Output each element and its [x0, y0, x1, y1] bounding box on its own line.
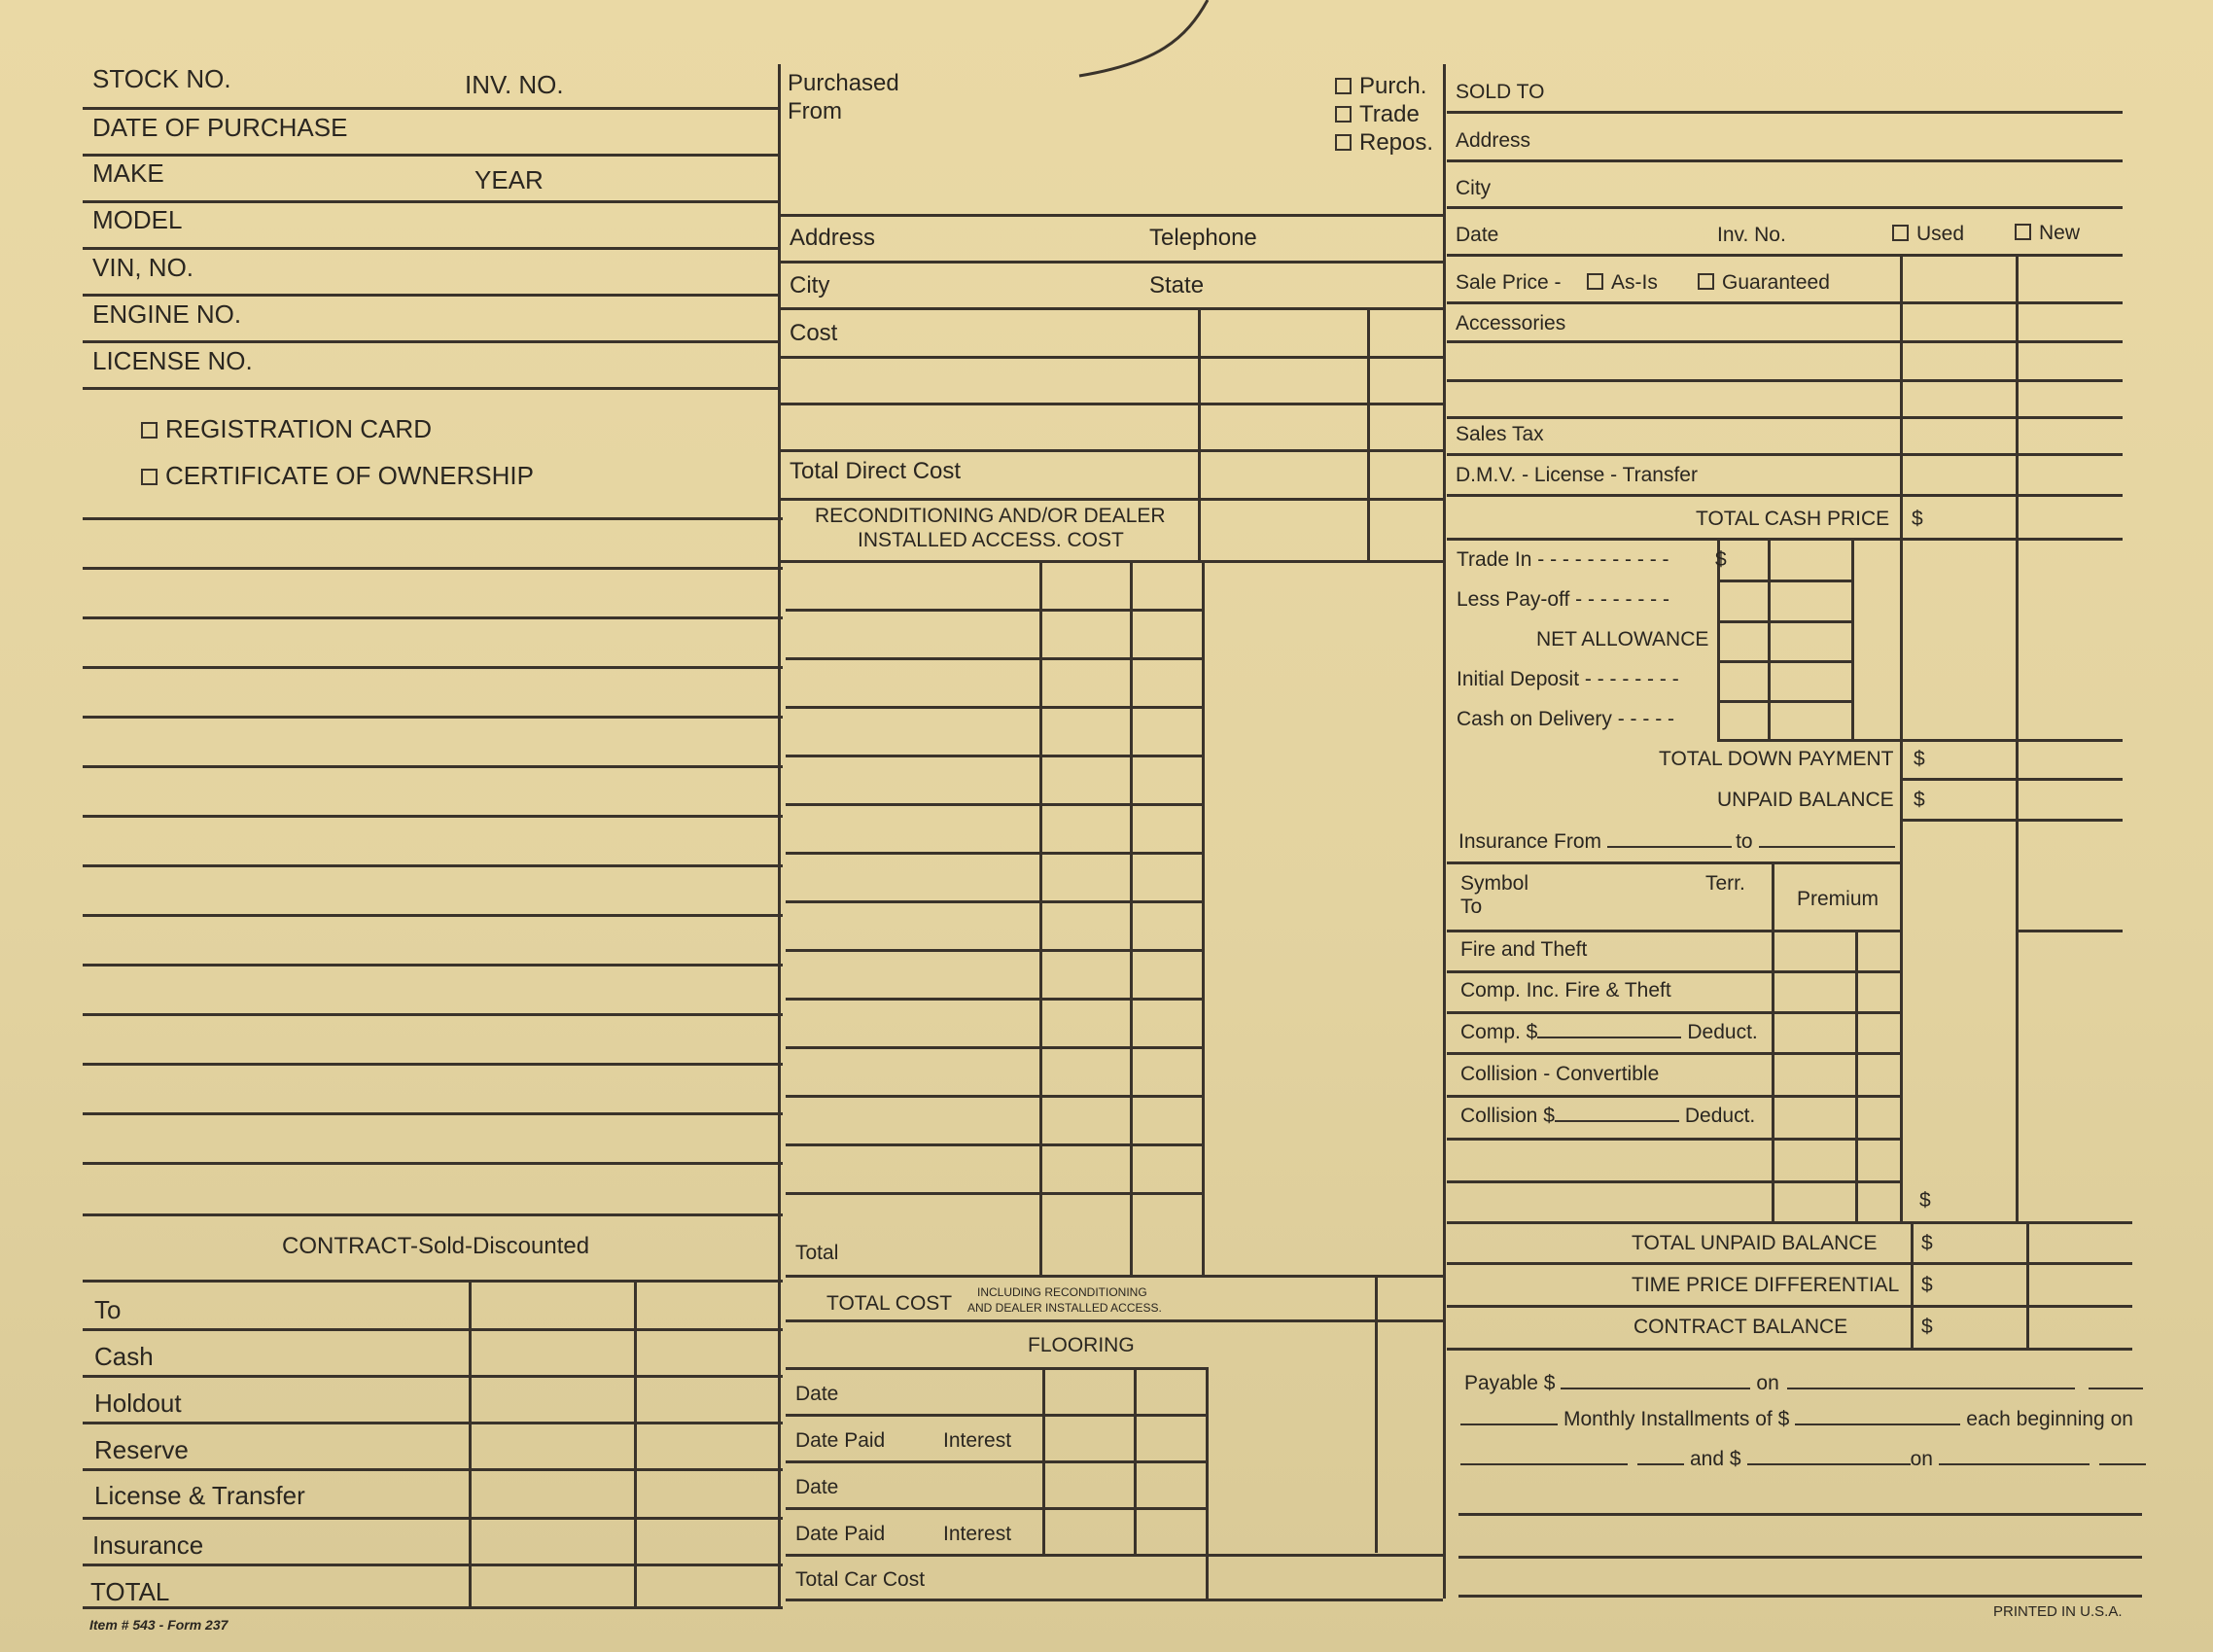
total-cost-note-line2: AND DEALER INSTALLED ACCESS.: [967, 1301, 1162, 1315]
divider: [1717, 739, 2123, 742]
contract-row-reserve: Reserve: [94, 1435, 189, 1464]
divider: [1900, 819, 2123, 822]
symbol-to-label: To: [1460, 896, 1483, 918]
address-label: Address: [1456, 129, 1531, 152]
new-label: New: [2039, 222, 2081, 244]
comp-deduct-text: Deduct.: [1687, 1021, 1758, 1043]
payable-on-text: on: [1756, 1372, 1779, 1394]
total-cost-note-line1: INCLUDING RECONDITIONING: [977, 1285, 1147, 1299]
grid-line: [786, 1143, 1202, 1146]
divider: [83, 107, 778, 110]
divider: [83, 1517, 783, 1520]
blank-line[interactable]: [83, 864, 783, 867]
divider: [83, 1606, 783, 1609]
certificate-of-ownership-label: CERTIFICATE OF OWNERSHIP: [165, 461, 534, 490]
checkbox-icon: [1698, 273, 1714, 290]
blank-line[interactable]: [83, 1162, 783, 1165]
flooring-title: FLOORING: [1028, 1334, 1135, 1356]
divider: [1447, 1180, 1900, 1183]
flooring-date-label-2: Date: [795, 1476, 839, 1498]
column-divider: [1206, 1554, 1209, 1599]
make-label: MAKE: [92, 158, 164, 188]
checkbox-icon: [1892, 225, 1909, 241]
divider: [1447, 1095, 1900, 1098]
as-is-label: As-Is: [1611, 271, 1658, 294]
column-divider: [2026, 1221, 2029, 1348]
column-separator-left: [778, 64, 781, 1608]
comp-text: Comp. $: [1460, 1021, 1538, 1043]
grid-line: [786, 657, 1202, 660]
divider: [1447, 254, 2123, 257]
terr-label: Terr.: [1705, 872, 1745, 895]
license-no-label: LICENSE NO.: [92, 346, 253, 375]
sold-to-label: SOLD TO: [1456, 81, 1545, 103]
dmv-label: D.M.V. - License - Transfer: [1456, 464, 1698, 486]
column-divider: [1772, 861, 1774, 1221]
divider: [83, 294, 778, 297]
model-label: MODEL: [92, 205, 183, 234]
divider: [1447, 494, 2123, 497]
final-count-blank[interactable]: [1637, 1463, 1684, 1465]
envelope-flap-curve: [1070, 0, 1225, 88]
repos-checkbox[interactable]: [1335, 131, 1433, 155]
divider: [83, 200, 778, 203]
divider: [1458, 1595, 2142, 1598]
dollar-sign: $: [1921, 1316, 1933, 1338]
blank-line[interactable]: [83, 1112, 783, 1115]
grid-line: [786, 949, 1202, 952]
reconditioning-label-line1: RECONDITIONING AND/OR DEALER: [815, 505, 1166, 527]
divider: [1447, 379, 2123, 382]
divider: [83, 1328, 783, 1331]
comp-label: [1460, 1022, 1758, 1042]
repos-label: Repos.: [1359, 129, 1434, 156]
divider: [786, 1599, 1443, 1601]
trade-in-label: Trade In - - - - - - - - - - -: [1457, 548, 1669, 571]
column-divider: [1851, 538, 1854, 742]
divider: [778, 214, 1443, 217]
divider: [83, 1280, 783, 1283]
printed-in-usa: PRINTED IN U.S.A.: [1993, 1603, 2123, 1620]
purch-checkbox[interactable]: [1335, 75, 1426, 98]
divider: [83, 1422, 783, 1424]
dollar-sign: $: [1914, 789, 1925, 811]
column-divider: [1202, 560, 1205, 1275]
grid-line: [1717, 660, 1851, 663]
divider: [1447, 301, 2123, 304]
column-divider: [1855, 930, 1858, 1221]
blank-line[interactable]: [83, 616, 783, 619]
used-checkbox[interactable]: [1892, 224, 1964, 244]
flooring-date-label: Date: [795, 1383, 839, 1405]
grid-line: [786, 998, 1202, 1001]
symbol-label: Symbol: [1460, 872, 1529, 895]
divider: [83, 387, 778, 390]
beginning-date-blank[interactable]: [1460, 1463, 1628, 1465]
blank-line[interactable]: [83, 964, 783, 967]
divider: [1447, 970, 1900, 973]
blank-line[interactable]: [83, 1063, 783, 1066]
guaranteed-label: Guaranteed: [1722, 271, 1830, 294]
date-label: Date: [1456, 224, 1499, 246]
telephone-label: Telephone: [1149, 225, 1257, 251]
trade-label: Trade: [1359, 101, 1420, 127]
collision-deduct-text: Deduct.: [1684, 1105, 1756, 1127]
insurance-from-label: [1458, 831, 1895, 852]
checkbox-icon: [1335, 78, 1352, 94]
used-label: Used: [1916, 223, 1965, 245]
payable-text: Payable $: [1464, 1372, 1556, 1394]
date-of-purchase-label: DATE OF PURCHASE: [92, 113, 348, 142]
divider: [1458, 1513, 2142, 1516]
grid-line: [1717, 700, 1851, 703]
divider: [778, 449, 1443, 452]
column-divider: [1768, 538, 1771, 742]
column-divider: [1375, 1275, 1378, 1553]
contract-row-holdout: Holdout: [94, 1388, 182, 1418]
divider: [786, 1507, 1208, 1510]
blank-line[interactable]: [83, 1013, 783, 1016]
each-beginning-on-text: each beginning on: [1966, 1408, 2133, 1430]
divider: [778, 560, 1443, 563]
divider: [83, 1564, 783, 1566]
grid-line: [786, 1046, 1202, 1049]
checkbox-icon: [141, 422, 158, 439]
checkbox-icon: [141, 469, 158, 485]
divider: [1447, 1348, 2132, 1351]
flooring-interest-label-2: Interest: [943, 1523, 1012, 1545]
and-line: [1460, 1449, 2146, 1469]
blank-line[interactable]: [83, 716, 783, 719]
blank-line[interactable]: [83, 517, 783, 520]
divider: [1447, 930, 1900, 932]
initial-deposit-label: Initial Deposit - - - - - - - -: [1457, 668, 1679, 690]
total-label: Total: [795, 1242, 839, 1264]
dollar-sign: $: [1919, 1189, 1931, 1212]
address-label: Address: [790, 225, 876, 251]
column-divider: [1130, 560, 1133, 1275]
grid-line: [786, 1192, 1202, 1195]
grid-line: [786, 706, 1202, 709]
inv-no-label: INV. NO.: [465, 70, 564, 99]
divider: [1447, 159, 2123, 162]
premium-label: Premium: [1797, 888, 1879, 910]
grid-line: [786, 852, 1202, 855]
divider: [1447, 206, 2123, 209]
final-amount-blank[interactable]: [1747, 1463, 1911, 1465]
fire-theft-label: Fire and Theft: [1460, 938, 1588, 961]
divider: [1447, 111, 2123, 114]
divider: [1900, 778, 2123, 781]
contract-row-insurance: Insurance: [92, 1530, 204, 1560]
divider: [1447, 538, 2123, 541]
divider: [786, 1367, 1208, 1370]
city-label: City: [1456, 177, 1492, 199]
blank-line[interactable]: [83, 765, 783, 768]
divider: [786, 1460, 1208, 1463]
certificate-of-ownership-checkbox[interactable]: [141, 463, 534, 488]
sale-price-label: Sale Price -: [1456, 271, 1562, 294]
divider: [1447, 340, 2123, 343]
grid-line: [1717, 620, 1851, 623]
divider: [1447, 1052, 1900, 1055]
column-divider: [1198, 307, 1201, 560]
total-car-cost-label: Total Car Cost: [795, 1568, 926, 1591]
divider: [778, 498, 1443, 501]
dollar-sign: $: [1921, 1232, 1933, 1254]
divider: [1447, 416, 2123, 419]
divider: [1447, 1221, 2132, 1224]
grid-line: [786, 609, 1202, 612]
divider: [778, 356, 1443, 359]
divider: [1447, 861, 1900, 864]
installment-amount-blank[interactable]: [1795, 1424, 1960, 1425]
checkbox-icon: [1335, 134, 1352, 151]
contract-row-to: To: [94, 1295, 122, 1324]
grid-line: [1717, 580, 1851, 582]
insurance-to-text: to: [1736, 830, 1753, 853]
contract-row-license-transfer: License & Transfer: [94, 1481, 305, 1510]
vin-no-label: VIN, NO.: [92, 253, 194, 282]
collision-label: [1460, 1106, 1755, 1126]
total-direct-cost-label: Total Direct Cost: [790, 458, 962, 484]
from-label: From: [788, 98, 842, 124]
blank-line[interactable]: [83, 914, 783, 917]
collision-convertible-label: Collision - Convertible: [1460, 1063, 1660, 1085]
new-checkbox[interactable]: [2015, 223, 2080, 243]
divider: [83, 247, 778, 250]
cost-label: Cost: [790, 320, 838, 346]
divider: [778, 403, 1443, 405]
registration-card-checkbox[interactable]: [141, 416, 432, 441]
monthly-installments-text: Monthly Installments of $: [1563, 1408, 1790, 1430]
comp-inc-label: Comp. Inc. Fire & Theft: [1460, 979, 1671, 1002]
divider: [83, 340, 778, 343]
checkbox-icon: [1587, 273, 1603, 290]
checkbox-icon: [2015, 224, 2031, 240]
divider: [786, 1554, 1443, 1557]
column-divider: [1039, 560, 1042, 1275]
state-label: State: [1149, 272, 1205, 299]
divider: [786, 1275, 1443, 1278]
contract-balance-label: CONTRACT BALANCE: [1633, 1316, 1848, 1338]
divider: [778, 307, 1443, 310]
divider: [1447, 453, 2123, 456]
purchased-label: Purchased: [788, 70, 899, 96]
collision-blank[interactable]: [1555, 1120, 1679, 1122]
dollar-sign: $: [1912, 508, 1923, 530]
flooring-interest-label: Interest: [943, 1429, 1012, 1452]
divider: [83, 1375, 783, 1378]
less-payoff-label: Less Pay-off - - - - - - - -: [1457, 588, 1669, 611]
flooring-date-paid-label-2: Date Paid: [795, 1523, 886, 1545]
installments-count-blank[interactable]: [1460, 1424, 1558, 1425]
payable-line: [1464, 1373, 2143, 1393]
accessories-label: Accessories: [1456, 312, 1566, 334]
grid-line: [786, 755, 1202, 757]
insurance-from-text: Insurance From: [1458, 830, 1602, 853]
contract-row-cash: Cash: [94, 1342, 154, 1371]
time-price-differential-label: TIME PRICE DIFFERENTIAL: [1632, 1274, 1900, 1296]
sales-tax-label: Sales Tax: [1456, 423, 1544, 445]
monthly-installments-line: [1460, 1409, 2133, 1429]
purch-label: Purch.: [1359, 73, 1427, 99]
blank-line[interactable]: [83, 1213, 783, 1216]
cash-on-delivery-label: Cash on Delivery - - - - -: [1457, 708, 1675, 730]
contract-title: CONTRACT-Sold-Discounted: [282, 1233, 590, 1259]
divider: [778, 261, 1443, 264]
flooring-date-paid-label: Date Paid: [795, 1429, 886, 1452]
grid-line: [786, 803, 1202, 806]
stock-no-label: STOCK NO.: [92, 64, 231, 93]
divider: [786, 1414, 1208, 1417]
divider: [83, 154, 778, 157]
contract-row-total: TOTAL: [90, 1577, 170, 1606]
final-on-text: on: [1910, 1448, 1933, 1470]
blank-line[interactable]: [83, 666, 783, 669]
collision-text: Collision $: [1460, 1105, 1555, 1127]
unpaid-balance-label: UNPAID BALANCE: [1717, 789, 1894, 811]
trade-checkbox[interactable]: [1335, 103, 1420, 126]
engine-no-label: ENGINE NO.: [92, 299, 242, 329]
divider: [83, 1468, 783, 1471]
divider: [786, 1319, 1443, 1322]
guaranteed-checkbox[interactable]: [1698, 272, 1830, 293]
and-text: and $: [1690, 1448, 1741, 1470]
insurance-from-blank[interactable]: [1607, 846, 1732, 848]
blank-line[interactable]: [83, 567, 783, 570]
comp-blank[interactable]: [1537, 1037, 1681, 1038]
city-label: City: [790, 272, 830, 299]
column-separator-right: [1443, 64, 1446, 1599]
payable-amount-blank[interactable]: [1561, 1388, 1750, 1389]
checkbox-icon: [1335, 106, 1352, 123]
divider: [1447, 1011, 1900, 1014]
divider: [2016, 930, 2123, 932]
net-allowance-label: NET ALLOWANCE: [1536, 628, 1709, 650]
divider: [1447, 1138, 1900, 1141]
column-divider: [1367, 307, 1370, 560]
insurance-to-blank[interactable]: [1759, 846, 1895, 848]
divider: [1458, 1556, 2142, 1559]
dollar-sign: $: [1921, 1274, 1933, 1296]
column-divider: [1911, 1221, 1914, 1348]
dollar-sign: $: [1914, 748, 1925, 770]
blank-line[interactable]: [83, 815, 783, 818]
payable-date-blank[interactable]: [1787, 1388, 2075, 1389]
money-column-divider: [2016, 254, 2019, 1221]
total-unpaid-balance-label: TOTAL UNPAID BALANCE: [1632, 1232, 1878, 1254]
total-cost-label: TOTAL COST: [826, 1292, 953, 1315]
money-column-divider: [1900, 254, 1903, 1221]
total-cash-price-label: TOTAL CASH PRICE: [1696, 508, 1890, 530]
item-number: Item # 543 - Form 237: [89, 1617, 228, 1633]
dollar-sign: $: [1715, 548, 1727, 571]
as-is-checkbox[interactable]: [1587, 272, 1658, 293]
payable-extra-blank[interactable]: [2089, 1388, 2143, 1389]
inv-no-label: Inv. No.: [1717, 224, 1786, 246]
grid-line: [786, 1095, 1202, 1098]
registration-card-label: REGISTRATION CARD: [165, 414, 432, 443]
total-down-payment-label: TOTAL DOWN PAYMENT: [1659, 748, 1894, 770]
final-date-blank[interactable]: [1939, 1463, 2090, 1465]
year-label: YEAR: [474, 165, 544, 194]
reconditioning-label-line2: INSTALLED ACCESS. COST: [858, 529, 1124, 551]
divider: [1447, 1262, 2132, 1265]
grid-line: [786, 900, 1202, 903]
divider: [1447, 1305, 2132, 1308]
final-extra-blank[interactable]: [2099, 1463, 2146, 1465]
